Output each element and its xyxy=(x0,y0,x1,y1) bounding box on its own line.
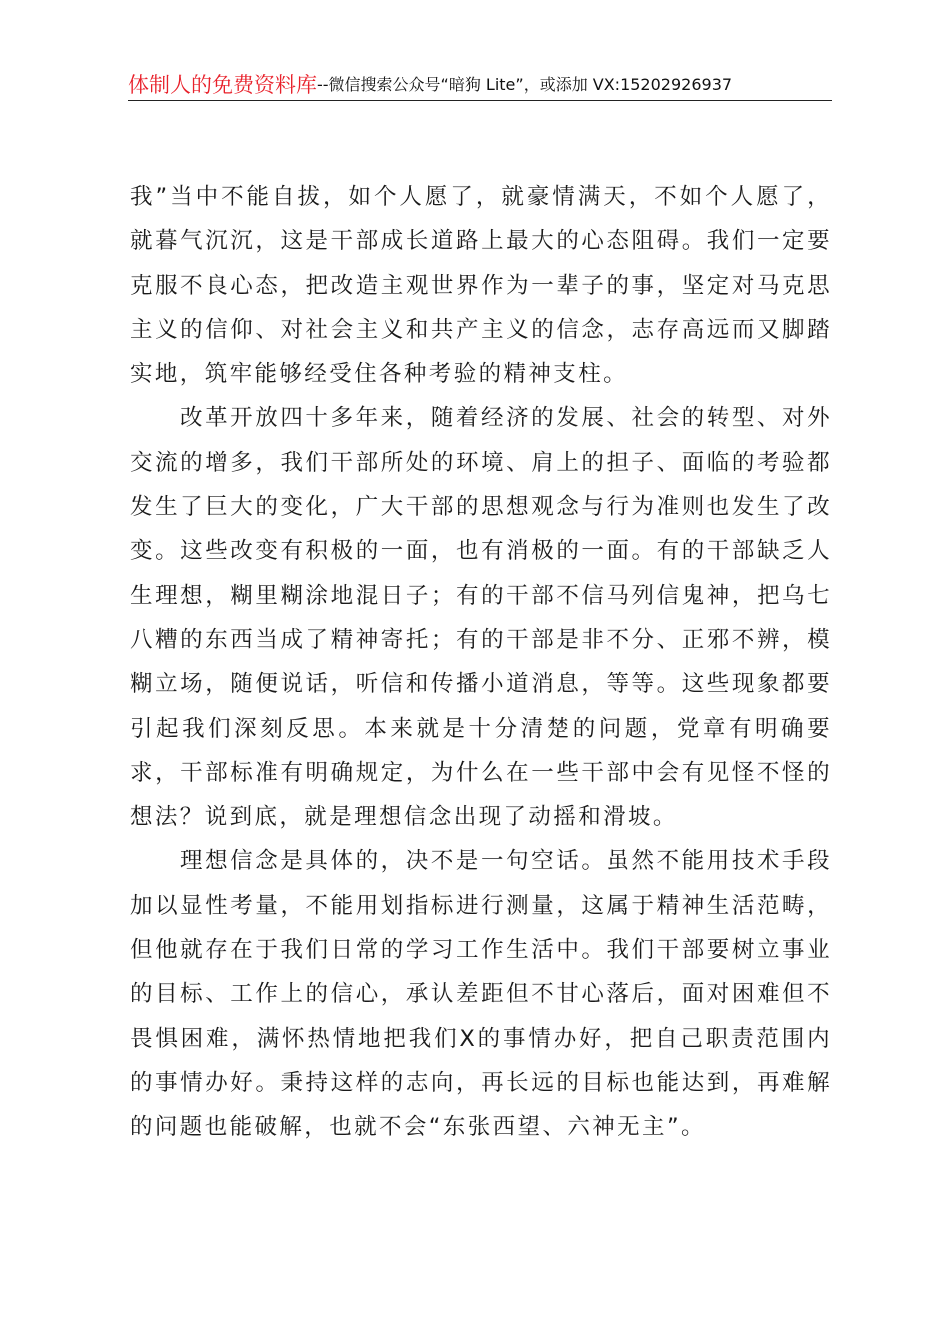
document-body xyxy=(130,175,832,1150)
page-header xyxy=(128,72,832,101)
header-brand: 体制人的免费资料库 xyxy=(128,73,317,97)
paragraph-continuation: 我”当中不能自拔，如个人愿了，就豪情满天，不如个人愿了，就暮气沉沉，这是干部成长道路上最大的心态阻碍。我们一定要克服不良心态，把改造主观世界作为一辈子的事，坚定对马克思主义的信仰、对社会主义和共产主义的信念，志存高远而又脚踏实地，筑牢能够经受住各种考验的精神支柱。 xyxy=(130,184,832,388)
paragraph: 理想信念是具体的，决不是一句空话。虽然不能用技术手段加以显性考量，不能用划指标进行测量，这属于精神生活范畴，但他就存在于我们日常的学习工作生活中。我们干部要树立事业的目标、工作上的信心，承认差距但不甘心落后，面对困难但不畏惧困难，满怀热情地把我们X的事情办好，把自己职责范围内的事情办好。秉持这样的志向，再长远的目标也能达到，再难解的问题也能破解，也就不会“东张西望、六神无主”。 xyxy=(130,848,832,1141)
header-subtitle: --微信搜索公众号“暗狗 Lite”，或添加 VX:15202926937 xyxy=(317,75,733,94)
paragraph: 改革开放四十多年来，随着经济的发展、社会的转型、对外交流的增多，我们干部所处的环境、肩上的担子、面临的考验都发生了巨大的变化，广大干部的思想观念与行为准则也发生了改变。这些改变有积极的一面，也有消极的一面。有的干部缺乏人生理想，糊里糊涂地混日子；有的干部不信马列信鬼神，把乌七八糟的东西当成了精神寄托；有的干部是非不分、正邪不辨，模糊立场，随便说话，听信和传播小道消息，等等。这些现象都要引起我们深刻反思。本来就是十分清楚的问题，党章有明确要求，干部标准有明确规定，为什么在一些干部中会有见怪不怪的想法？说到底，就是理想信念出现了动摇和滑坡。 xyxy=(130,405,832,831)
